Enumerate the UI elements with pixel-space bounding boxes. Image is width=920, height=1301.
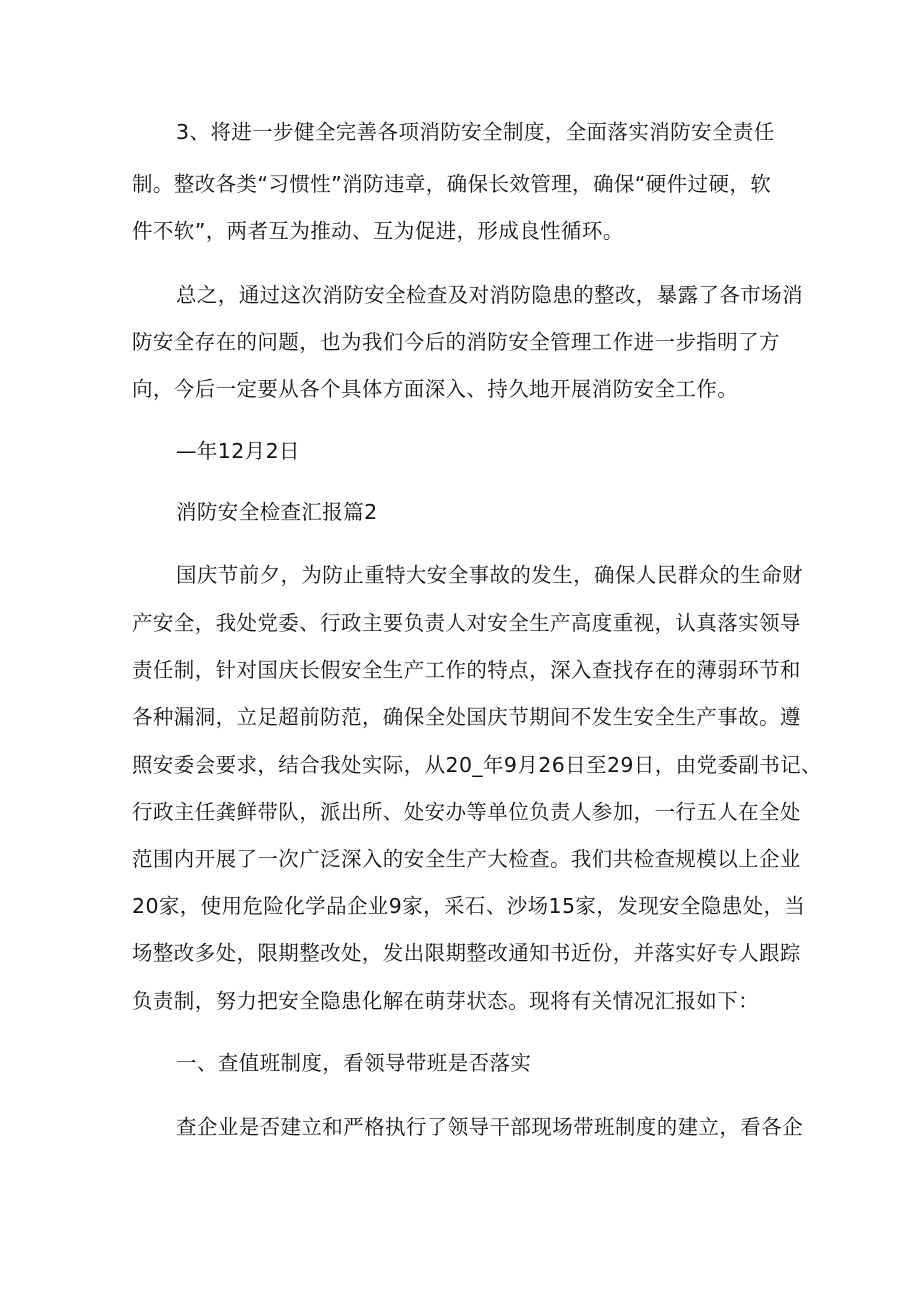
intro-line-8: 20家，使用危险化学品企业9家，采石、沙场15家，发现安全隐患处，当 — [132, 894, 806, 918]
paragraph-3-line-3: 件不软”，两者互为推动、互为促进，形成良性循环。 — [132, 219, 624, 243]
conclusion-line-1: 总之，通过这次消防安全检查及对消防隐患的整改，暴露了各市场消 — [176, 283, 803, 307]
conclusion-line-2: 防安全存在的问题，也为我们今后的消防安全管理工作进一步指明了方 — [132, 330, 780, 354]
section-title-2: 消防安全检查汇报篇2 — [176, 500, 378, 524]
intro-line-4: 各种漏洞，立足超前防范，确保全处国庆节期间不发生安全生产事故。遵 — [132, 705, 801, 729]
intro-line-5: 照安委会要求，结合我处实际，从20_年9月26日至29日，由党委副书记、 — [132, 753, 822, 777]
intro-line-9: 场整改多处，限期整改处，发出限期整改通知书近份，并落实好专人跟踪 — [132, 941, 801, 965]
paragraph-3-line-1: 3、将进一步健全完善各项消防安全制度，全面落实消防安全责任 — [176, 120, 775, 144]
intro-line-1: 国庆节前夕，为防止重特大安全事故的发生，确保人民群众的生命财 — [176, 563, 803, 587]
paragraph-3-line-2: 制。整改各类“习惯性”消防违章，确保长效管理，确保“硬件过硬，软 — [132, 172, 772, 196]
intro-line-3: 责任制，针对国庆长假安全生产工作的特点，深入查找存在的薄弱环节和 — [132, 658, 801, 682]
conclusion-line-3: 向，今后一定要从各个具体方面深入、持久地开展消防安全工作。 — [132, 377, 739, 401]
intro-line-2: 产安全，我处党委、行政主要负责人对安全生产高度重视，认真落实领导 — [132, 611, 801, 635]
intro-line-6: 行政主任龚鲜带队，派出所、处安办等单位负责人参加，一行五人在全处 — [132, 800, 801, 824]
section-1-line-1: 查企业是否建立和严格执行了领导干部现场带班制度的建立，看各企 — [176, 1115, 803, 1139]
date-line: —年12月2日 — [176, 439, 300, 463]
intro-line-7: 范围内开展了一次广泛深入的安全生产大检查。我们共检查规模以上企业 — [132, 847, 801, 871]
section-1-heading: 一、查值班制度，看领导带班是否落实 — [176, 1051, 532, 1075]
intro-line-10: 负责制，努力把安全隐患化解在萌芽状态。现将有关情况汇报如下： — [132, 989, 759, 1013]
